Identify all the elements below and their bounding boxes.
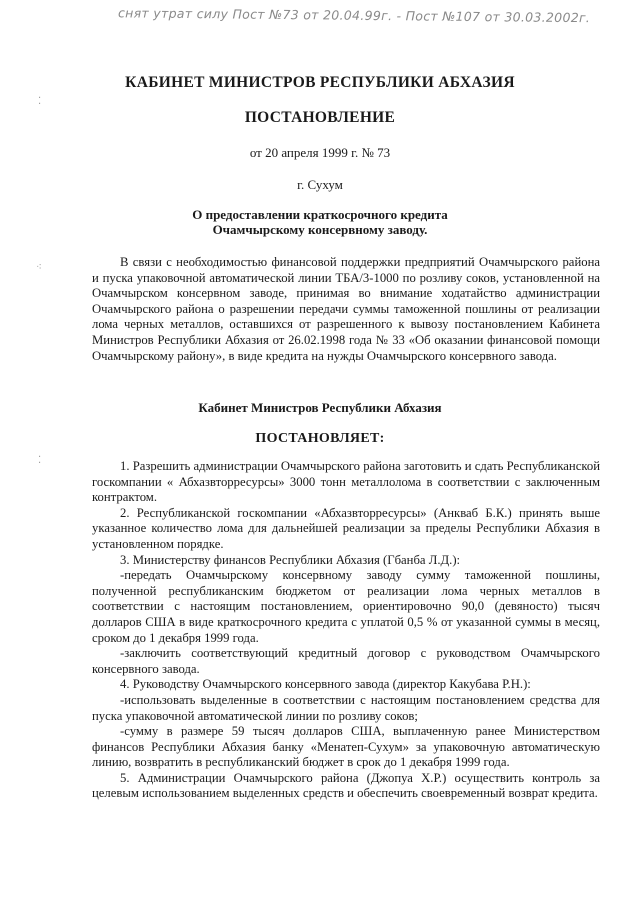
preamble-paragraph: В связи с необходимостью финансовой поддержки предприятий Очамчырского района и пуска упаковочной автоматической линии ТБА/3-1000 по розливу соков, установленной на Очамчырском консервном заводе, принимая во внимание ходатайство администрации Очамчырского района о разрешении передачи суммы таможенной пошлины от реализации лома черных металлов, оставшихся от разрешенного к вывозу постановлением Кабинета Министров Республики Абхазия от 26.02.1998 года № 33 «Об оказании финансовой помощи Очамчырскому району», в виде кредита на нужды Очамчырского консервного завода. <box>92 255 600 363</box>
document-city: г. Сухум <box>297 177 343 192</box>
resolution-subitem: -заключить соответствующий кредитный договор с руководством Очамчырского консервного завода. <box>92 646 600 676</box>
scan-speck: ⁚ <box>38 96 42 107</box>
resolution-item: 4. Руководству Очамчырского консервного завода (директор Какубава Р.Н.): <box>120 677 531 692</box>
organization-title: КАБИНЕТ МИНИСТРОВ РЕСПУБЛИКИ АБХАЗИЯ <box>125 74 515 91</box>
document-subject <box>0 207 640 237</box>
resolution-subitem: -использовать выделенные в соответствии с настоящим постановлением средства для пуска упаковочной автоматической линии по розливу соков; <box>92 692 600 723</box>
subject-line: Очамчырскому консервному заводу. <box>212 222 428 237</box>
resolution-item: 3. Министерству финансов Республики Абхазия (Гбанба Л.Д.): <box>120 552 461 567</box>
resolution-organization: Кабинет Министров Республики Абхазия <box>198 400 442 415</box>
document-date-number: от 20 апреля 1999 г. № 73 <box>249 145 391 160</box>
preamble <box>92 255 600 364</box>
resolution-verb: ПОСТАНОВЛЯЕТ: <box>255 431 385 446</box>
resolution-subitem: -передать Очамчырскому консервному заводу сумму таможенной пошлины, полученной республиканским бюджетом от реализации лома черных металлов в соответствии с настоящим постановлением, ориентировочно 90,0 (девяносто) тысяч долларов США в виде краткосрочного кредита с уплатой 0,5 % от указанной суммы в месяц, сроком до 1 декабря 1999 года. <box>92 568 600 645</box>
handwritten-annotation: снят утрат силу Пост №73 от 20.04.99г. - Пост №107 от 30.03.2002г. <box>117 5 591 26</box>
scan-speck: ⁖ <box>36 262 42 273</box>
resolution-subitem: -сумму в размере 59 тысяч долларов США, выплаченную ранее Министерством финансов Республики Абхазия банку «Менатеп-Сухум» за упаковочную автоматическую линию, возвратить в республиканский бюджет в срок до 1 декабря 1999 года. <box>92 724 600 770</box>
scan-speck: ⁚ <box>38 455 42 466</box>
resolution-items <box>92 459 600 802</box>
document-type-title: ПОСТАНОВЛЕНИЕ <box>244 109 396 126</box>
resolution-item: 2. Республиканской госкомпании «Абхазвторресурсы» (Анкваб Б.К.) принять выше указанное количество лома для дальнейшей реализации за пределы Республики Абхазия в установленном порядке. <box>92 505 600 551</box>
subject-line: О предоставлении краткосрочного кредита <box>192 207 448 222</box>
resolution-item: 5. Администрации Очамчырского района (Джопуа Х.Р.) осуществить контроль за целевым использованием выделенных средств и обеспечить своевременный возврат кредита. <box>92 770 600 801</box>
resolution-item: 1. Разрешить администрации Очамчырского района заготовить и сдать Республиканской госкомпании « Абхазвторресурсы» 3000 тонн металлолома в соответствии с заключенным контрактом. <box>92 459 600 505</box>
